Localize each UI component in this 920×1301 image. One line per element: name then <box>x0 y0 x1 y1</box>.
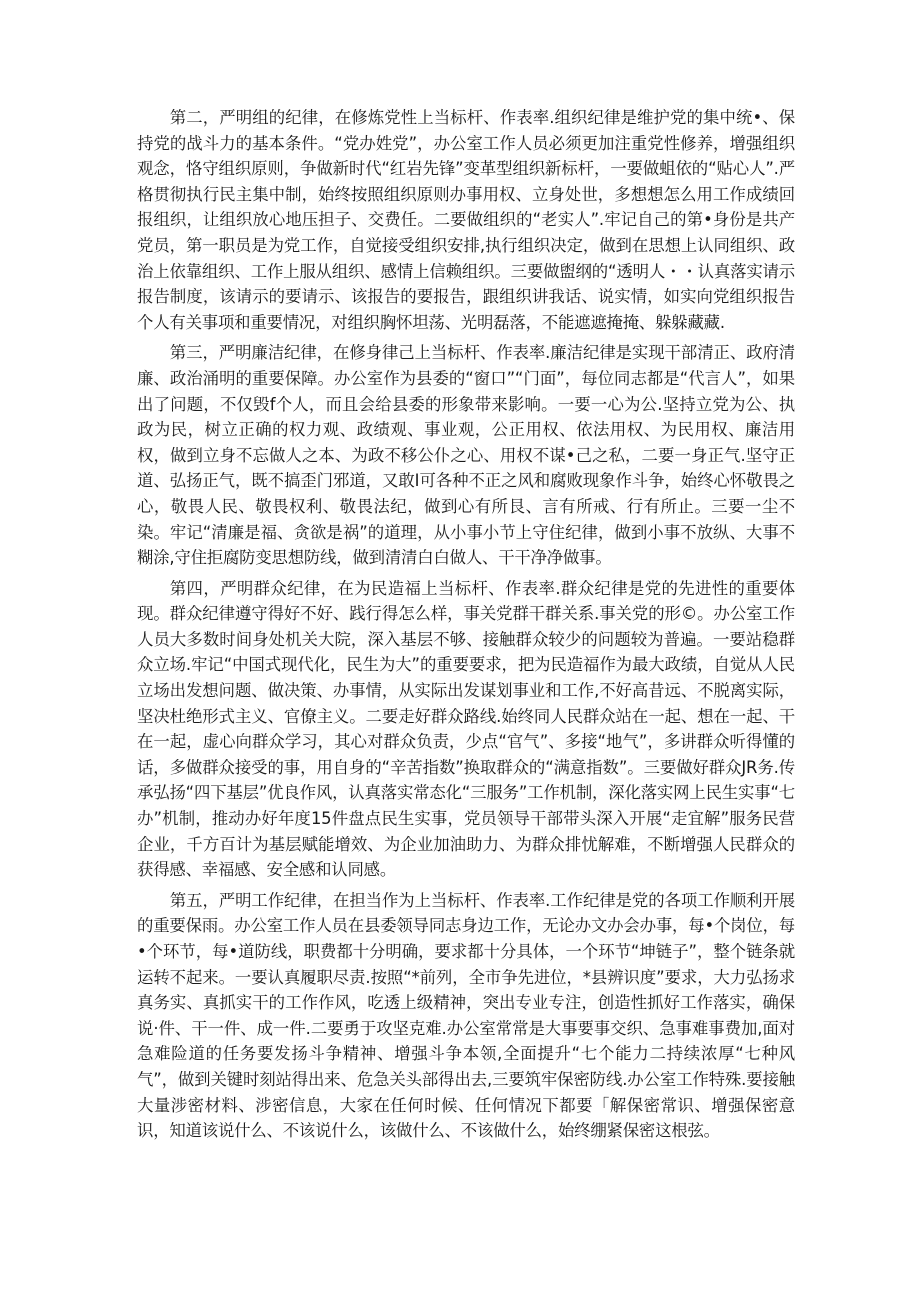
paragraph-mass-discipline: 第四，严明群众纪律，在为民造福上当标杆、作表率.群众纪律是党的先进性的重要体现。群众纪律遵守得好不好、践行得怎么样，事关党群干群关系.事关党的形©。办公室工作人员大多数时间身处机关大院，深入基层不够、接触群众较少的问题较为普遍。一要站稳群众立场.牢记“中国式现代化，民生为大”的重要要求，把为民造福作为最大政绩，自觉从人民立场出发想问题、做决策、办事情，从实际出发谋划事业和工作,不好高昔远、不脱离实际，坚决杜绝形式主义、官僚主义。二要走好群众路线.始终同人民群众站在一起、想在一起、干在一起，虚心向群众学习，其心对群众负责，少点“官气”、多接“地气”，多讲群众听得懂的话，多做群众接受的事，用自身的“辛苦指数”换取群众的“满意指数”。三要做好群众JR务.传承弘扬“四下基层”优良作风，认真落实常态化“三服务”工作机制，深化落实网上民生实事“七办”机制，推动办好年度15件盘点民生实事，党员领导干部带头深入开展“走宜解”服务民营企业，千方百计为基层赋能增效、为企业加油助力、为群众排忧解难，不断增强人民群众的获得感、幸福感、安全感和认同感。 <box>137 578 795 880</box>
document-page <box>137 105 795 1149</box>
paragraph-integrity-discipline: 第三，严明廉洁纪律，在修身律己上当标杆、作表率.廉洁纪律是实现干部清正、政府清廉、政治涌明的重要保障。办公室作为县委的“窗口”“门面”，每位同志都是“代言人”，如果出了问题，不仅毁f个人，而且会给县委的形象带来影响。一要一心为公.坚持立党为公、执政为民，树立正确的权力观、政绩观、事业观，公正用权、依法用权、为民用权、廉洁用权，做到立身不忘做人之本、为政不移公仆之心、用权不谋•己之私，二要一身正气.坚守正道、弘扬正气，既不搞歪门邪道，又敢I可各种不正之风和腐败现象作斗争，始终心怀敬畏之心，敬畏人民、敬畏权利、敬畏法纪，做到心有所艮、言有所戒、行有所止。三要一尘不染。牢记“清廉是福、贪欲是祸”的道理，从小事小节上守住纪律，做到小事不放纵、大事不糊涂,守住拒腐防变思想防线，做到清清白白做人、干干净净做事。 <box>137 343 795 568</box>
paragraph-work-discipline: 第五，严明工作纪律，在担当作为上当标杆、作表率.工作纪律是党的各项工作顺利开展的重要保雨。办公室工作人员在县委领导同志身边工作，无论办文办会办事，每•个岗位，每•个环节，每•道防线，职费都十分明确，要求都十分具体，一个环节“坤链子”，整个链条就运转不起来。一要认真履职尽责.按照“*前列，全市争先进位，*县辨识度”要求，大力弘扬求真务实、真抓实干的工作作风，吃透上级精神，突出专业专注，创造性抓好工作落实，确保说·件、干一件、成一件.二要勇于攻坚克难.办公室常常是大事要事交织、急事难事费加,面对急难险道的任务要发扬斗争精神、增强斗争本领,全面提升“七个能力二持续浓厚“七种风气”，做到关键时刻站得出来、危急关头部得出去,三要筑牢保密防线.办公室工作特殊.要接触大量涉密材料、涉密信息，大家在任何时候、任何情况下都要「解保密常识、增强保密意识，知道该说什么、不该说什么，该做什么、不该做什么，始终绷紧保密这根弦。 <box>137 890 795 1141</box>
paragraph-organization-discipline: 第二，严明组的纪律，在修炼党性上当标杆、作表率.组织纪律是维护党的集中统•、保持党的战斗力的基本条件。“党办姓党”，办公室工作人员必须更加注重党性修养，增强组织观念，恪守组织原则，争做新时代“红岩先锋”变革型组织新标杆，一要做蛆依的“贴心人”.严格贯彻执行民主集中制，始终按照组织原则办事用权、立身处世，多想想怎么用工作成绩回报组织，让组织放心地压担子、交费任。二要做组织的“老实人”.牢记自己的第•身份是共产党员，第一职员是为党工作，自觉接受组织安排,执行组织决定，做到在思想上认同组织、政治上依靠组织、工作上服从组织、感情上信赖组织。三要做盥纲的“透明人・・认真落实请示报告制度，该请示的要请示、该报告的要报告，跟组织讲我话、说实情，如实向党组织报告个人有关事项和重要情况，对组织胸怀坦荡、光明磊落，不能遮遮掩掩、躲躲藏藏. <box>137 108 795 332</box>
